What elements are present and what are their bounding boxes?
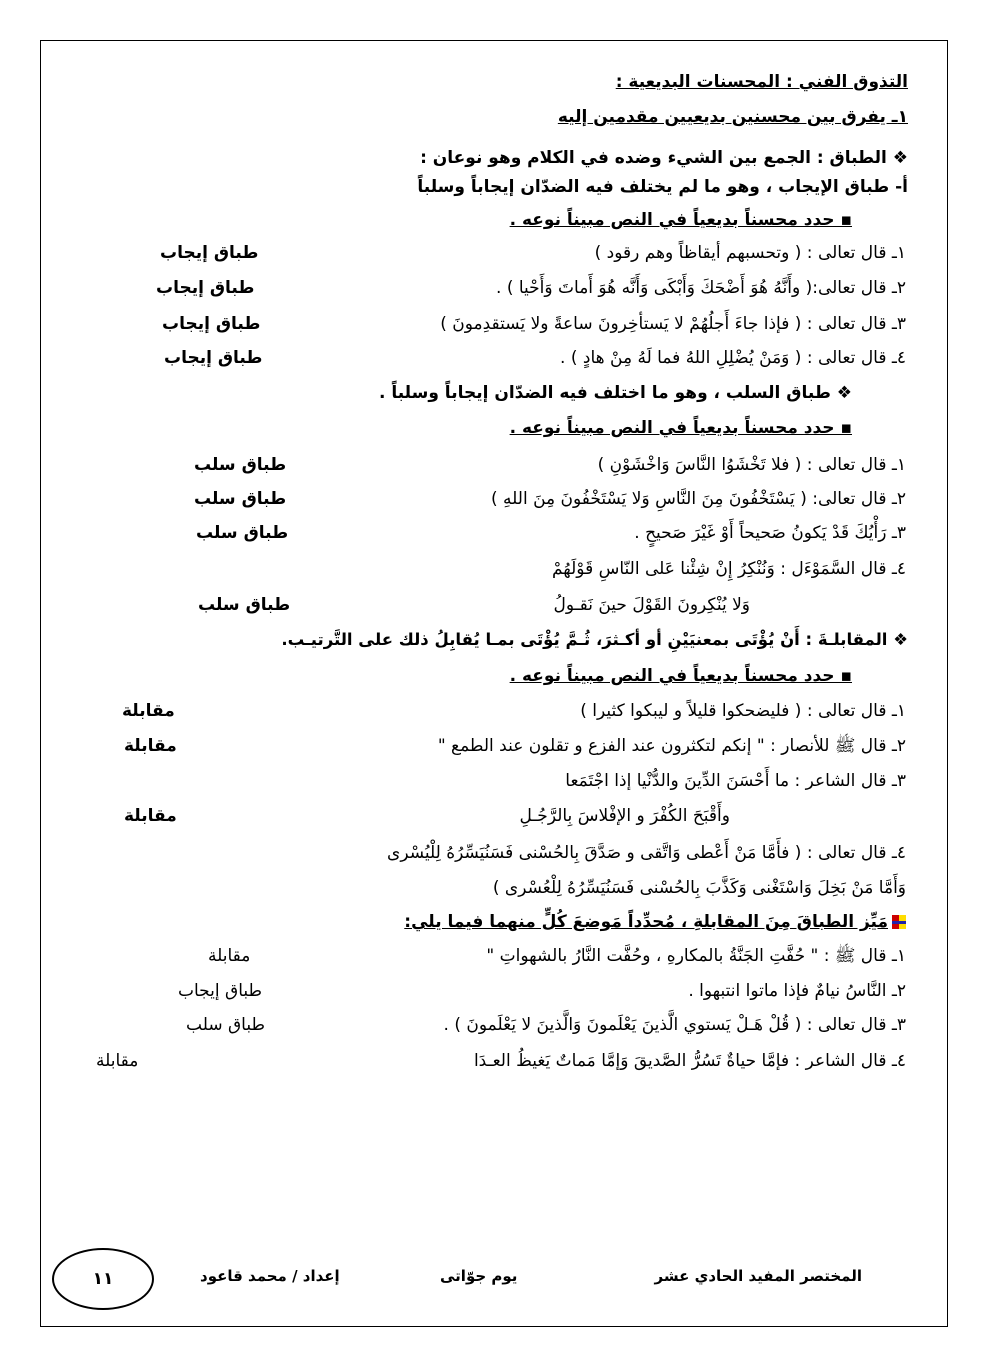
muqabala-item-1: ١ـ قال تعالى : ( فليضحكوا قليلاً و ليبكوا كثيرا ) — [580, 701, 906, 721]
muqabala-item-4-line-2: وَأَمَّا مَنْ بَخِلَ وَاسْتَغْنى وَكَذَّبَ بِالحُسْنى فَسَنُيَسِّرُهُ لِلْعُسْرى ) — [492, 878, 906, 898]
distinguish-item-2: ٢ـ النَّاسُ نيامٌ فإذا ماتوا انتبهوا . — [688, 981, 906, 1001]
instruction-1: ▪ حدد محسناً بديعياً في النص مبيناً نوعه . — [509, 210, 852, 230]
ijab-definition: أ- طباق الإيجاب ، وهو ما لم يختلف فيه الضدّان إيجاباً وسلباً — [417, 177, 908, 197]
instruction-2: ▪ حدد محسناً بديعياً في النص مبيناً نوعه . — [509, 418, 852, 438]
salb-label-2: طباق سلب — [194, 489, 287, 509]
salb-item-1: ١ـ قال تعالى : ( فلا تَخْشَوُا النَّاسَ وَاخْشَوْنِ ) — [597, 455, 906, 475]
distinguish-label-1: مقابلة — [208, 946, 251, 966]
footer-book-title: المختصر المفيد الحادي عشر — [654, 1267, 862, 1285]
ijab-label-4: طباق إيجاب — [164, 348, 263, 368]
ijab-item-3: ٣ـ قال تعالى : ( فإذا جاءَ أَجلُهُمْ لا يَستأخِرونَ ساعةً ولا يَستقدِمونَ ) — [440, 314, 906, 334]
muqabala-label-1: مقابلة — [122, 701, 175, 721]
muqabala-label-2: مقابلة — [124, 736, 177, 756]
ijab-item-1: ١ـ قال تعالى : ( وتحسبهم أيقاظاً وهم رقود ) — [594, 243, 906, 263]
salb-definition: ❖ طباق السلب ، وهو ما اختلف فيه الضدّان إيجاباً وسلباً . — [378, 383, 852, 403]
muqabala-item-3-line-1: ٣ـ قال الشاعر : ما أَحْسَنَ الدِّينَ والدُّنْيا إذا اجْتَمَعا — [565, 771, 906, 791]
salb-label-3: طباق سلب — [196, 523, 289, 543]
distinguish-label-3: طباق سلب — [186, 1015, 265, 1035]
ijab-item-4: ٤ـ قال تعالى : ( وَمَنْ يُضْلِلِ اللهُ فما لَهُ مِنْ هادٍ ) . — [560, 348, 906, 368]
page-title: التذوق الفني : المحسنات البديعية : — [615, 72, 908, 92]
distinguish-item-3: ٣ـ قال تعالى : ( قُلْ هَـلْ يَستوي الَّذينَ يَعْلَمونَ وَالَّذينَ لا يَعْلَمونَ ) . — [443, 1015, 906, 1035]
muqabala-definition: ❖ المقابلـةَ : أَنْ يُؤْتَى بمعنيَيْنِ أو أكـثرَ، ثُـمَّ يُؤْتَى بمـا يُقابِلُ ذلك على التَّرتيـب. — [281, 630, 908, 649]
distinguish-label-4: مقابلة — [96, 1051, 139, 1071]
muqabala-item-3-line-2: وأَقْبَحَ الكُفْرَ و الإفْلاسَ بِالرَّجُـلِ — [519, 806, 730, 826]
distinguish-label-2: طباق إيجاب — [178, 981, 263, 1001]
ijab-label-2: طباق إيجاب — [156, 278, 255, 298]
section-heading: ١ـ يفرق بين محسنين بديعيين مقدمين إليه — [557, 107, 908, 127]
instruction-3: ▪ حدد محسناً بديعياً في النص مبيناً نوعه . — [509, 666, 852, 686]
muqabala-label-3: مقابلة — [124, 806, 177, 826]
ijab-label-1: طباق إيجاب — [160, 243, 259, 263]
footer-author: إعداد / محمد قاعود — [200, 1267, 340, 1285]
salb-item-4-line-1: ٤ـ قال السَّمَوْءَل : وَنُنْكِرُ إِنْ شِئْنا عَلى النّاسِ قَوْلَهُمْ — [551, 559, 906, 579]
muqabala-item-4-line-1: ٤ـ قال تعالى : ( فأَمَّا مَنْ أَعْطى وَاتَّقى و صَدَّقَ بِالحُسْنى فَسَنُيَسِّرُهُ لِلْيُسْرى — [387, 843, 906, 863]
pin-icon — [892, 915, 906, 929]
footer-edition: يوم جوّاتى — [440, 1267, 518, 1285]
distinguish-item-4: ٤ـ قال الشاعر : فإمَّا حياةٌ تَسُرُّ الصَّديقَ وَإمَّا مَماتٌ يَغيظُ العـدَا — [473, 1051, 906, 1071]
salb-item-2: ٢ـ قال تعالى: ( يَسْتَخْفُونَ مِنَ النَّاسِ وَلا يَسْتَخْفُونَ مِنَ اللهِ ) — [490, 489, 906, 509]
muqabala-item-2: ٢ـ قال ﷺ للأنصار : " إنكم لتكثرون عند الفزع و تقلون عند الطمع " — [437, 736, 906, 756]
distinguish-heading: مَيِّز الطباقَ مِنَ المقابلةِ ، مُحدِّداً مَوضعَ كُلٍّ منهما فيما يلي: — [404, 910, 906, 934]
ijab-label-3: طباق إيجاب — [162, 314, 261, 334]
salb-item-3: ٣ـ رَأْيُكَ قَدْ يَكونُ صَحيحاً أَوْ غَيْرَ صَحيحٍ . — [634, 523, 906, 543]
tibaq-definition: ❖ الطباق : الجمع بين الشيء وضده في الكلام وهو نوعان : — [420, 148, 908, 168]
distinguish-item-1: ١ـ قال ﷺ : " حُفَّتِ الجَنَّةُ بالمكارهِ ، وحُفَّت النَّارُ بالشهواتِ " — [486, 946, 906, 966]
salb-label-4: طباق سلب — [198, 595, 291, 615]
salb-item-4-line-2: وَلا يُنْكِرونَ القَوْلَ حينَ نَقـولُ — [553, 595, 750, 615]
salb-label-1: طباق سلب — [194, 455, 287, 475]
ijab-item-2: ٢ـ قال تعالى:( وأَنَّهُ هُوَ أَضْحَكَ وَأَبْكَى وَأَنَّه هُوَ أَماتَ وَأَحْيا ) . — [496, 278, 906, 298]
page-number: ١١ — [52, 1248, 154, 1310]
